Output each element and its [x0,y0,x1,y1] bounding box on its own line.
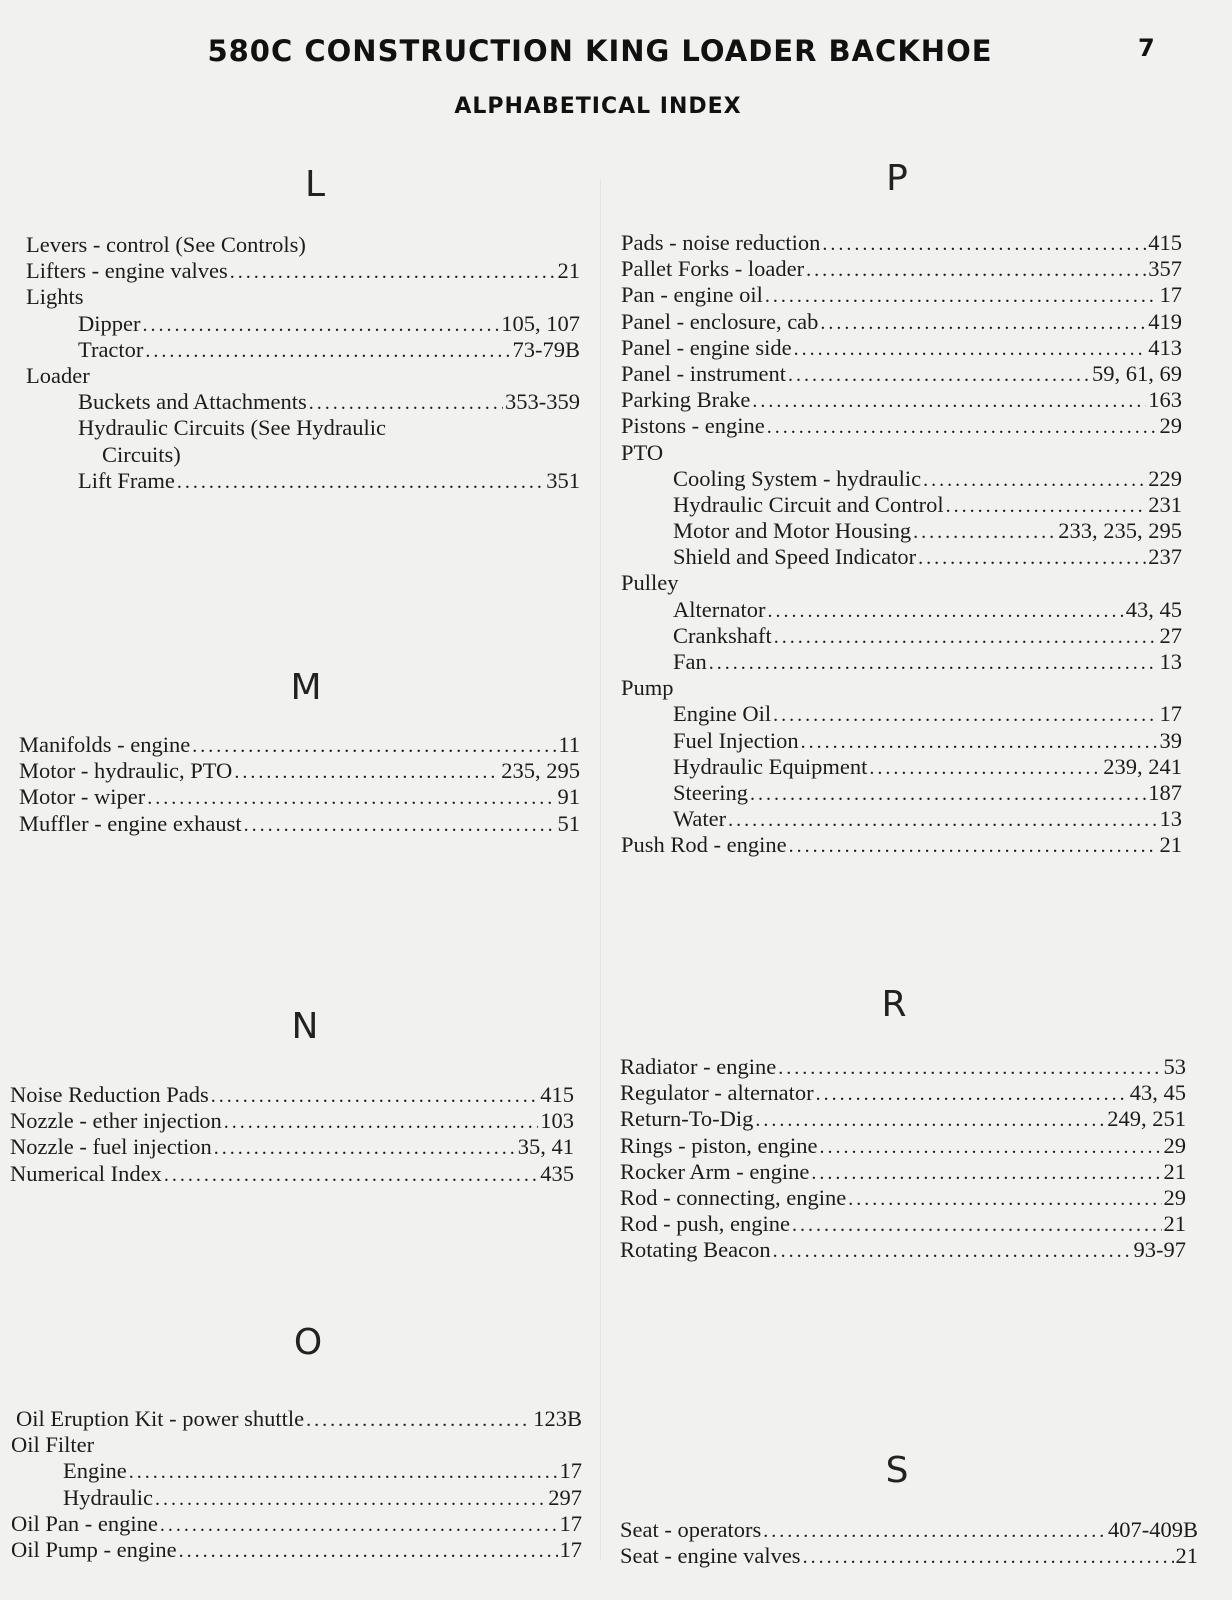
entry-page: 29 [1163,1132,1186,1158]
index-entry [11,1485,582,1511]
entry-label: Shield and Speed Indicator [673,544,917,570]
index-entry [620,1106,1186,1132]
index-entry [621,335,1182,361]
entry-label: Lift Frame [78,467,175,493]
index-entry [10,1108,574,1134]
entry-label: Engine [63,1458,127,1484]
dot-leader [801,729,1158,755]
index-entry [19,784,580,810]
entry-label: Loader [26,362,90,388]
entry-label: Motor and Motor Housing [673,518,912,544]
index-entry [11,1406,582,1432]
entry-label: PTO [621,439,664,465]
entry-label: Lights [26,284,84,310]
entry-label: Muffler - engine exhaust [19,810,242,836]
dot-leader [767,414,1158,440]
dot-leader [773,702,1157,728]
entry-page: 27 [1159,622,1182,648]
dot-leader [155,1486,546,1512]
entry-page: 407-409B [1108,1517,1198,1542]
index-entry [620,1237,1186,1263]
entry-label: Seat - engine valves [620,1543,801,1569]
index-entry [11,1458,582,1484]
index-entry [26,258,580,284]
dot-leader [774,624,1158,650]
entry-page: 163 [1148,387,1182,413]
index-entry [621,832,1182,858]
dot-leader [750,781,1146,807]
index-entry [621,256,1182,282]
index-entry [26,389,580,415]
entry-label: Nozzle - ether injection [10,1108,222,1134]
entry-label: Oil Eruption Kit - power shuttle [16,1406,305,1431]
entry-page: 351 [546,467,580,493]
index-entry [621,570,1182,596]
index-entry [620,1517,1198,1543]
entry-label: Motor - wiper [19,784,146,810]
dot-leader [789,833,1158,859]
entry-page: 39 [1159,727,1182,753]
entry-page: 415 [540,1082,574,1107]
index-entry [621,597,1182,623]
entry-page: 353-359 [505,389,580,415]
entry-page: 357 [1148,256,1182,282]
entry-label: Nozzle - fuel injection [10,1134,212,1160]
index-entry [621,518,1182,544]
index-section-n [10,1082,574,1187]
index-entry [10,1082,574,1108]
dot-leader [755,1107,1105,1133]
entry-page: 249, 251 [1107,1106,1186,1132]
dot-leader [214,1135,516,1161]
entry-page: 43, 45 [1125,596,1182,622]
bleed-through-line [600,180,601,1560]
section-letter-s: S [885,1450,909,1491]
entry-page: 93-97 [1133,1237,1186,1263]
entry-page: 239, 241 [1103,753,1182,779]
entry-page: 13 [1159,649,1182,674]
dot-leader [145,338,510,364]
index-entry [26,363,580,389]
entry-page: 415 [1148,230,1182,255]
entry-label: Hydraulic Circuit and Control [673,491,944,517]
index-entry [19,732,580,758]
index-entry [26,468,580,494]
entry-label: Steering [673,779,748,805]
index-entry [10,1134,574,1160]
index-entry [621,623,1182,649]
index-entry [11,1537,582,1563]
index-entry [620,1543,1198,1569]
dot-leader [147,785,555,811]
dot-leader [822,231,1146,257]
entry-label: Radiator - engine [620,1054,777,1079]
index-entry [621,780,1182,806]
dot-leader [869,755,1101,781]
dot-leader [778,1055,1161,1081]
index-section-r [620,1054,1186,1264]
entry-page: 233, 235, 295 [1058,518,1182,544]
index-entry [621,701,1182,727]
page-subtitle: ALPHABETICAL INDEX [454,94,742,119]
page-title: 580C CONSTRUCTION KING LOADER BACKHOE [207,34,993,68]
entry-label: Pump [621,675,674,701]
dot-leader [806,257,1146,283]
entry-page: 21 [1175,1543,1198,1569]
entry-label: Pallet Forks - loader [621,256,805,282]
entry-page: 413 [1148,334,1182,360]
entry-page: 51 [557,810,580,836]
entry-label: Hydraulic Circuits (See Hydraulic [78,415,387,441]
entry-label: Rings - piston, engine [620,1132,818,1158]
dot-leader [129,1459,558,1485]
index-section-s [620,1517,1198,1569]
dot-leader [765,283,1158,309]
entry-label: Numerical Index [10,1160,162,1186]
dot-leader [923,467,1146,493]
index-entry [621,361,1182,387]
entry-page: 17 [1159,282,1182,308]
entry-label: Oil Pan - engine [11,1510,158,1536]
dot-leader [946,493,1147,519]
page-number: 7 [1138,34,1155,62]
entry-label: Panel - engine side [621,334,792,360]
dot-leader [164,1162,538,1188]
index-entry [621,492,1182,518]
dot-leader [792,1212,1162,1238]
index-entry [26,284,580,310]
entry-page: 73-79B [512,336,580,362]
index-entry [620,1054,1186,1080]
dot-leader [244,812,556,838]
entry-label: Engine Oil [673,701,772,727]
entry-label: Panel - instrument [621,360,786,386]
index-entry [621,230,1182,256]
entry-page: 237 [1148,544,1182,570]
entry-label: Lifters - engine valves [26,258,228,284]
index-entry [620,1159,1186,1185]
entry-label: Parking Brake [621,387,751,413]
section-letter-p: P [886,158,908,199]
entry-label: Pan - engine oil [621,282,763,308]
entry-page: 21 [1159,832,1182,858]
index-section-m [19,732,580,837]
entry-page: 53 [1163,1054,1186,1079]
section-letter-r: R [881,984,907,1025]
index-section-p [621,230,1182,859]
dot-leader [773,1238,1132,1264]
entry-page: 419 [1148,308,1182,334]
dot-leader [913,519,1056,545]
entry-label: Hydraulic Equipment [673,753,868,779]
dot-leader [142,312,499,338]
dot-leader [709,650,1158,676]
entry-label: Hydraulic [63,1484,153,1510]
entry-label: Panel - enclosure, cab [621,308,819,334]
index-entry [621,544,1182,570]
index-entry [11,1432,582,1458]
entry-page: 297 [548,1484,582,1510]
entry-page: 17 [559,1536,582,1562]
dot-leader [820,310,1146,336]
entry-label: Oil Filter [11,1432,95,1458]
dot-leader [306,1407,531,1433]
index-entry [621,649,1182,675]
index-entry [26,311,580,337]
entry-label: Push Rod - engine [621,832,787,858]
section-letter-m: M [290,667,322,708]
entry-page: 29 [1159,413,1182,439]
index-entry [620,1133,1186,1159]
index-entry [621,466,1182,492]
dot-leader [918,545,1146,571]
index-entry [26,442,580,468]
index-entry [11,1511,582,1537]
entry-page: 21 [1163,1158,1186,1184]
entry-page: 59, 61, 69 [1092,360,1182,386]
entry-label: Pulley [621,570,679,596]
dot-leader [179,1538,558,1564]
dot-leader [309,390,503,416]
entry-label: Rotating Beacon [620,1237,771,1263]
entry-page: 105, 107 [501,310,580,336]
entry-page: 17 [559,1510,582,1536]
entry-page: 43, 45 [1129,1080,1186,1106]
dot-leader [160,1512,558,1538]
entry-page: 17 [1159,701,1182,727]
index-entry [620,1185,1186,1211]
index-entry [621,387,1182,413]
section-letter-n: N [291,1006,319,1047]
entry-page: 11 [558,732,580,757]
entry-label: Buckets and Attachments [78,389,307,415]
dot-leader [848,1186,1161,1212]
section-letter-o: O [293,1322,323,1363]
entry-label: Cooling System - hydraulic [673,465,922,491]
entry-label: Oil Pump - engine [11,1536,177,1562]
index-entry [620,1080,1186,1106]
entry-label: Seat - operators [620,1517,762,1542]
entry-page: 187 [1148,779,1182,805]
entry-page: 103 [540,1108,574,1134]
entry-label: Circuits) [102,441,181,467]
entry-page: 435 [540,1160,574,1186]
dot-leader [224,1109,538,1135]
dot-leader [794,336,1147,362]
dot-leader [192,733,556,759]
entry-label: Rod - connecting, engine [620,1184,847,1210]
index-entry [10,1161,574,1187]
entry-page: 123B [533,1406,582,1431]
entry-label: Fan [673,649,707,674]
entry-page: 21 [1163,1211,1186,1237]
entry-page: 35, 41 [517,1134,574,1160]
index-entry [26,232,580,258]
entry-page: 21 [557,258,580,284]
entry-label: Manifolds - engine [19,732,191,757]
entry-label: Rod - push, engine [620,1211,790,1237]
index-entry [621,440,1182,466]
index-entry [621,728,1182,754]
entry-page: 229 [1148,465,1182,491]
entry-page: 91 [557,784,580,810]
index-section-o [11,1406,582,1563]
index-entry [621,806,1182,832]
dot-leader [177,469,544,495]
index-entry [19,758,580,784]
index-entry [621,282,1182,308]
entry-label: Alternator [673,596,766,622]
index-entry [621,309,1182,335]
entry-page: 13 [1159,806,1182,832]
dot-leader [752,388,1146,414]
entry-label: Pads - noise reduction [621,230,821,255]
index-entry [621,675,1182,701]
dot-leader [728,807,1157,833]
entry-label: Dipper [78,310,141,336]
dot-leader [763,1518,1106,1544]
entry-label: Crankshaft [673,622,772,648]
dot-leader [820,1134,1162,1160]
dot-leader [230,259,556,285]
entry-page: 235, 295 [501,758,580,784]
dot-leader [211,1083,539,1109]
entry-label: Tractor [78,336,144,362]
dot-leader [234,759,499,785]
dot-leader [816,1081,1128,1107]
entry-label: Levers - control (See Controls) [26,232,306,257]
entry-label: Rocker Arm - engine [620,1158,810,1184]
dot-leader [767,598,1123,624]
dot-leader [788,362,1090,388]
index-entry [26,415,580,441]
entry-page: 231 [1148,491,1182,517]
section-letter-l: L [304,164,326,205]
entry-page: 29 [1163,1184,1186,1210]
entry-label: Return-To-Dig [620,1106,754,1132]
index-entry [26,337,580,363]
entry-label: Regulator - alternator [620,1080,814,1106]
index-entry [621,413,1182,439]
index-section-l [26,232,580,494]
entry-label: Motor - hydraulic, PTO [19,758,233,784]
entry-label: Fuel Injection [673,727,799,753]
index-entry [621,754,1182,780]
index-entry [620,1211,1186,1237]
entry-page: 17 [559,1458,582,1484]
dot-leader [803,1544,1174,1570]
dot-leader [811,1160,1161,1186]
index-entry [19,811,580,837]
entry-label: Water [673,806,727,832]
entry-label: Noise Reduction Pads [10,1082,209,1107]
entry-label: Pistons - engine [621,413,765,439]
